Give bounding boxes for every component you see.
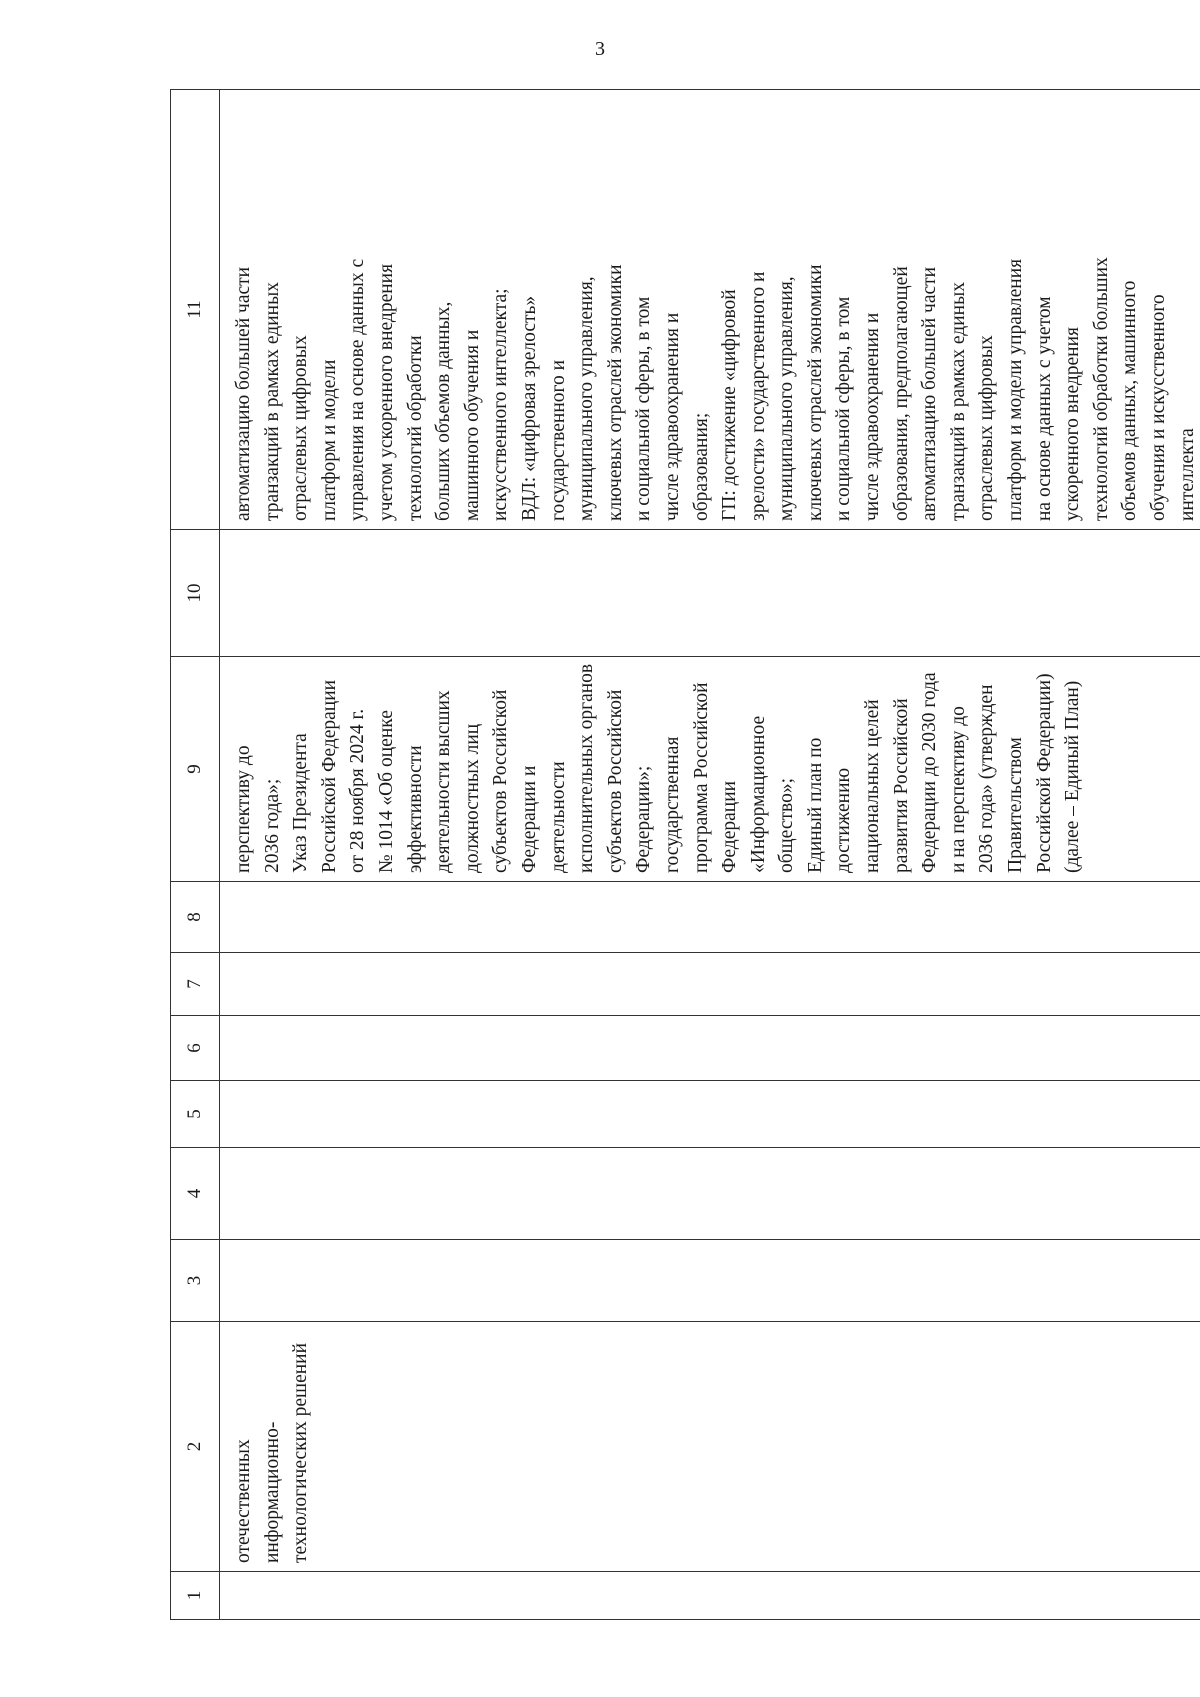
cell-col-1 <box>220 1572 1200 1620</box>
table-row <box>220 90 1200 1620</box>
data-table <box>170 89 1200 1620</box>
header-col-3: 3 <box>171 1240 220 1322</box>
header-col-1: 1 <box>171 1572 220 1620</box>
header-col-10: 10 <box>171 530 220 657</box>
header-col-4: 4 <box>171 1148 220 1240</box>
cell-col-9 <box>220 657 1200 882</box>
cell-col-4 <box>220 1148 1200 1240</box>
rotated-table-container <box>170 90 1198 1620</box>
cell-col-9-text: перспективу до 2036 года»; Указ Президента Российской Федерации от 28 ноября 2024 г. № 1014 «Об оценке эффективности деятельности высших должностных лиц субъектов Российской Федерации и деятельности исполнительных органов субъектов Российской Федерации»; государственная программа Российской Федерации «Информационное общество»; Единый план по достижению национальных целей развития Российской Федерации до 2030 года и на перспективу до 2036 года» (утвержден Правительством Российской Федерации) (далее – Единый План) <box>233 663 1084 873</box>
cell-col-11-text: автоматизацию большей части транзакций в рамках единых отраслевых цифровых платформ и модели управления на основе данных с учетом ускоренного внедрения технологий обработки больших объемов данных, машинного обучения и искусственного интеллекта; ВДЛ: «цифровая зрелость» государственного и муниципального управления, ключевых отраслей экономики и социальной сферы, в том числе здравоохранения и образования; ГП: достижение «цифровой зрелости» государственного и муниципального управления, ключевых отраслей экономики и социальной сферы, в том числе здравоохранения и образования, предполагающей автоматизацию большей части транзакций в рамках единых отраслевых цифровых платформ и модели управления на основе данных с учетом ускоренного внедрения технологий обработки больших объемов данных, машинного обучения и искусственного интеллекта <box>233 257 1198 521</box>
header-col-5: 5 <box>171 1081 220 1148</box>
cell-col-10 <box>220 530 1200 657</box>
header-col-8: 8 <box>171 882 220 953</box>
cell-col-3-text <box>220 1240 230 1321</box>
cell-col-10-text <box>220 530 230 656</box>
cell-col-2-text: отечественных информационно- технологических решений <box>233 1342 312 1563</box>
cell-col-6-text <box>220 1016 230 1080</box>
cell-col-2 <box>220 1322 1200 1572</box>
header-row <box>171 90 220 1620</box>
header-col-7: 7 <box>171 953 220 1016</box>
cell-col-6 <box>220 1016 1200 1081</box>
cell-col-5 <box>220 1081 1200 1148</box>
cell-col-8 <box>220 882 1200 953</box>
header-col-9: 9 <box>171 657 220 882</box>
cell-col-7-text <box>220 953 230 1015</box>
cell-col-5-text <box>220 1081 230 1147</box>
header-col-6: 6 <box>171 1016 220 1081</box>
cell-col-7 <box>220 953 1200 1016</box>
page-number: 3 <box>595 38 605 60</box>
cell-col-4-text <box>220 1148 230 1239</box>
cell-col-3 <box>220 1240 1200 1322</box>
header-col-2: 2 <box>171 1322 220 1572</box>
header-col-11: 11 <box>171 90 220 530</box>
cell-col-11 <box>220 90 1200 530</box>
cell-col-1-text <box>220 1572 230 1619</box>
cell-col-8-text <box>220 882 230 952</box>
